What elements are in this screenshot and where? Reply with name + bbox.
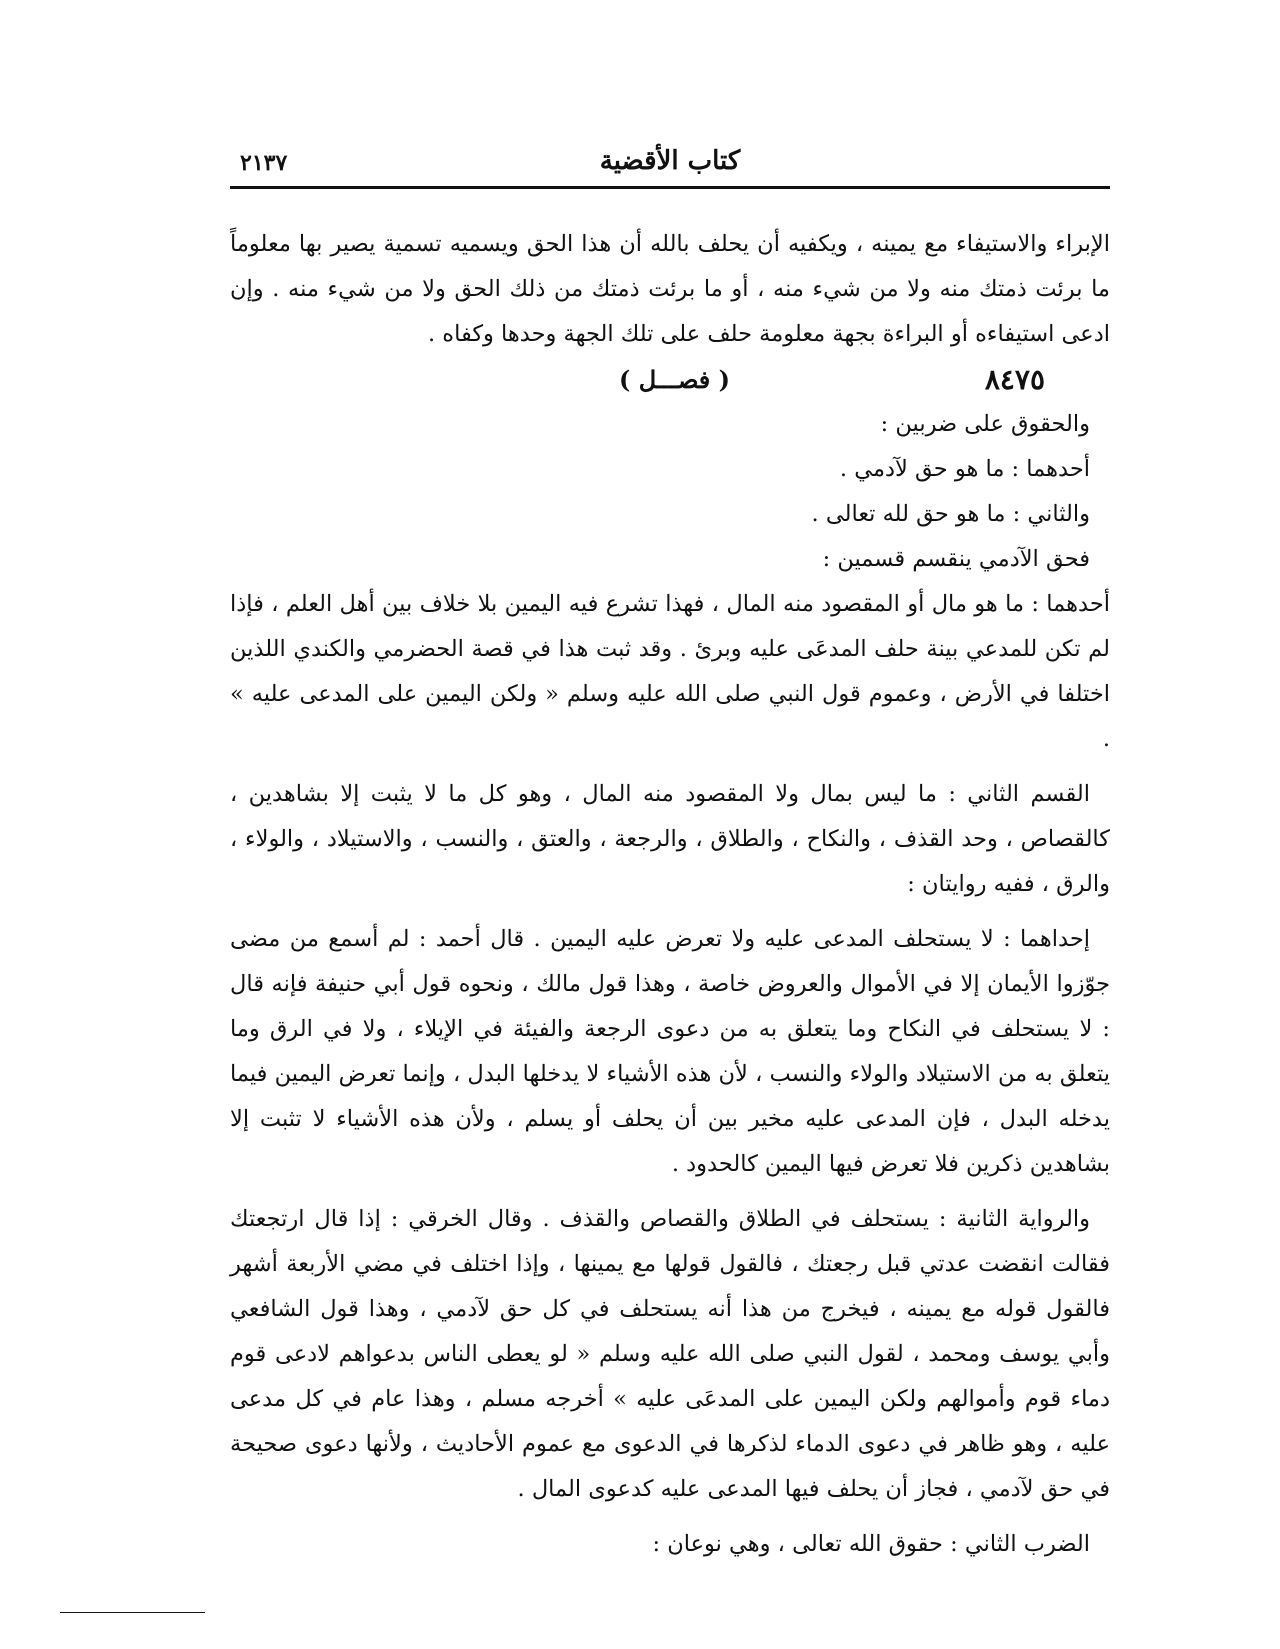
paragraph: أحدهما : ما هو مال أو المقصود منه المال ، فهذا تشرع فيه اليمين بلا خلاف بين أهل العلم ، فإذا لم تكن للمدعي بينة حلف المدعَى عليه وبرئ . وقد ثبت هذا في قصة الحضرمي والكندي اللذين اختلفا في الأرض ، وعموم قول النبي صلى الله عليه وسلم « ولكن اليمين على المدعى عليه » . xyxy=(230,591,1110,752)
footnote-rule xyxy=(60,1612,205,1613)
paragraph: والرواية الثانية : يستحلف في الطلاق والقصاص والقذف . وقال الخرقي : إذا قال ارتجعتك فقالت انقضت عدتي قبل رجعتك ، فالقول قولها مع يمينها ، وإذا اختلف في مضي الأربعة أشهر فالقول قوله مع يمينه ، فيخرج من هذا أنه يستحلف في كل حق لآدمي ، وهذا قول الشافعي وأبي يوسف ومحمد ، لقول النبي صلى الله عليه وسلم « لو يعطى الناس بدعواهم لادعى قوم دماء قوم وأموالهم ولكن اليمين على المدعَى عليه » أخرجه مسلم ، وهذا عام في كل مدعى عليه ، وهو ظاهر في دعوى الدماء لذكرها في الدعوى مع عموم الأحاديث ، ولأنها دعوى صحيحة في حق لآدمي ، فجاز أن يحلف فيها المدعى عليه كدعوى المال . xyxy=(230,1206,1110,1502)
paragraph: القسم الثاني : ما ليس بمال ولا المقصود منه المال ، وهو كل ما لا يثبت إلا بشاهدين ، كالقصاص ، وحد القذف ، والنكاح ، والطلاق ، والرجعة ، والعتق ، والنسب ، والاستيلاد ، والولاء ، والرق ، ففيه روايتان : xyxy=(230,781,1110,897)
paragraph: الضرب الثاني : حقوق الله تعالى ، وهي نوعان : xyxy=(652,1531,1090,1557)
book-title: كتاب الأقضية xyxy=(599,146,741,176)
page-number: ٢١٣٧ xyxy=(240,150,288,176)
section-heading xyxy=(230,357,1110,402)
body-text xyxy=(230,222,1110,1567)
list-item: فحق الآدمي ينقسم قسمين : xyxy=(822,546,1090,572)
section-label: ( فصـــل ) xyxy=(619,365,730,394)
list-item: أحدهما : ما هو حق لآدمي . xyxy=(839,456,1090,482)
paragraph: إحداهما : لا يستحلف المدعى عليه ولا تعرض عليه اليمين . قال أحمد : لم أسمع من مضى جوّزوا الأيمان إلا في الأموال والعروض خاصة ، وهذا قول مالك ، ونحوه قول أبي حنيفة فإنه قال : لا يستحلف في النكاح وما يتعلق به من دعوى الرجعة والفيئة في الإيلاء ، ولا في الرق وما يتعلق به من الاستيلاد والولاء والنسب ، لأن هذه الأشياء لا يدخلها البدل ، وإنما تعرض اليمين فيما يدخله البدل ، فإن المدعى عليه مخير بين أن يحلف أو يسلم ، ولأن هذه الأشياء لا تثبت إلا بشاهدين ذكرين فلا تعرض فيها اليمين كالحدود . xyxy=(230,926,1110,1177)
section-number: ٨٤٧٥ xyxy=(984,363,1045,396)
list-item: والثاني : ما هو حق لله تعالى . xyxy=(811,501,1090,527)
running-header xyxy=(230,140,1110,189)
list-item: والحقوق على ضربين : xyxy=(880,411,1090,437)
paragraph-continuation: الإبراء والاستيفاء مع يمينه ، ويكفيه أن يحلف بالله أن هذا الحق ويسميه تسمية يصير بها معلوماً ما برئت ذمتك منه ولا من شيء منه ، أو ما برئت ذمتك من ذلك الحق ولا من شيء منه . وإن ادعى استيفاءه أو البراءة بجهة معلومة حلف على تلك الجهة وحدها وكفاه . xyxy=(230,231,1110,347)
